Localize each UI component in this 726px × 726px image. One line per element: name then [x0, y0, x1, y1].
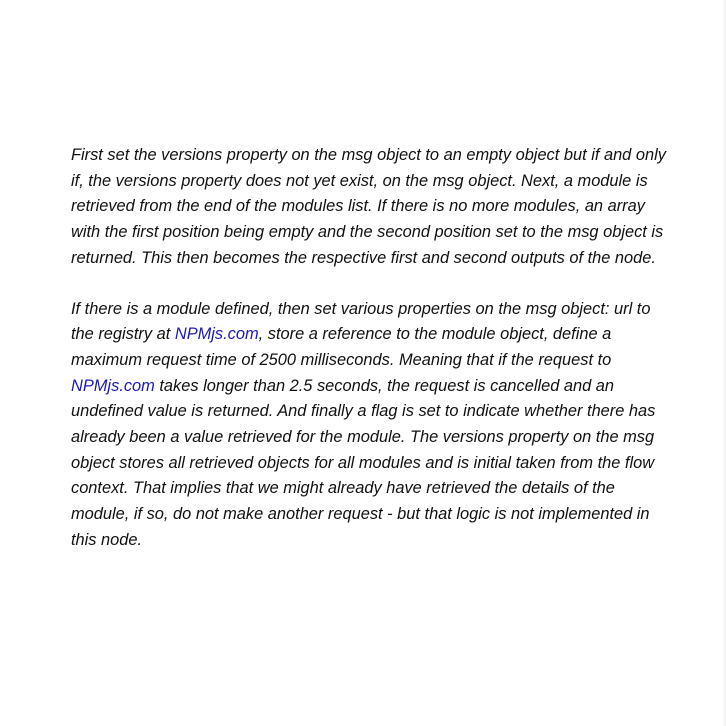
paragraph-2-text-2: , store a reference to the module object, define a maximum request time of 2500 milliseconds. Meaning that if the request to [71, 325, 612, 369]
npmjs-link-2[interactable]: NPMjs.com [71, 376, 155, 395]
npmjs-link-1[interactable]: NPMjs.com [174, 325, 259, 344]
paragraph-2 [71, 297, 671, 554]
page-edge-shadow [722, 0, 726, 726]
paragraph-2-text-1: If there is a module defined, then set various properties on the msg object: url to the registry at [71, 299, 651, 344]
document-body [71, 143, 671, 554]
paragraph-1: First set the versions property on the msg object to an empty object but if and only if, the versions property does not yet exist, on the msg object. Next, a module is retrieved from the end of the modules list. If there is no more modules, an array with the first position being empty and the second position set to the msg object is returned. This then becomes the respective first and second outputs of the node. [71, 146, 666, 267]
paragraph-2-text-3: takes longer than 2.5 seconds, the request is cancelled and an undefined value is returned. And finally a flag is set to indicate whether there has already been a value retrieved for the module. The versions property on the msg object stores all retrieved objects for all modules and is initial taken from the flow context. That implies that we might already have retrieved the details of the module, if so, do not make another request - but that logic is not implemented in this node. [71, 376, 656, 549]
